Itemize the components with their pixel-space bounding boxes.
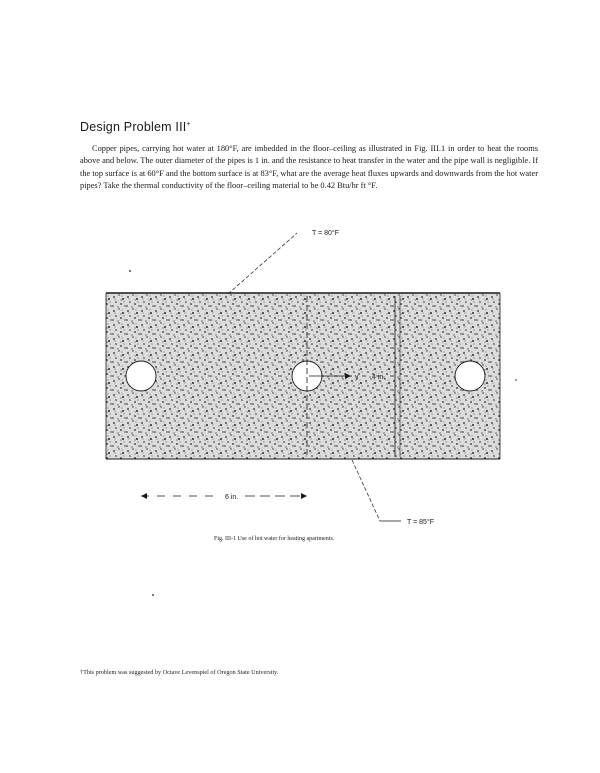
scan-speck — [152, 594, 154, 596]
footnote: †This problem was suggested by Octave Levenspiel of Oregon State University. — [80, 669, 279, 676]
depth-label: 4 in. — [372, 374, 386, 381]
top-temp-label: T = 80°F — [312, 230, 339, 237]
scan-speck — [515, 379, 516, 380]
bottom-temp-label: T = 85°F — [407, 519, 434, 526]
spacing-arrow-left — [141, 493, 147, 499]
scan-speck — [129, 270, 131, 272]
figure-caption: Fig. III-1 Use of hot water for heating apartments. — [214, 536, 335, 542]
pipe-left — [126, 361, 156, 391]
spacing-label: 6 in. — [225, 494, 239, 501]
pipe-right — [455, 361, 485, 391]
footnote-marker: + — [186, 120, 191, 128]
spacing-arrow-right — [301, 493, 307, 499]
problem-title: Design Problem III — [80, 120, 187, 134]
y-label: y — [355, 374, 359, 381]
bottom-temp-leader — [352, 460, 380, 521]
problem-statement: Copper pipes, carrying hot water at 180°F, are imbedded in the floor–ceiling as illustrated in Fig. III.1 in order to heat the rooms above and below. The outer diameter of the pipes is 1 in. and the resistance to heat transfer in the water and the pipe wall is negligible. If the top surface is at 60°F and the bottom surface is at 83°F, what are the average heat fluxes upwards and downwards from the hot water pipes? Take the thermal conductivity of the floor–ceiling material to be 0.42 Btu/hr ft °F. — [80, 144, 538, 190]
top-temp-leader — [228, 233, 297, 294]
